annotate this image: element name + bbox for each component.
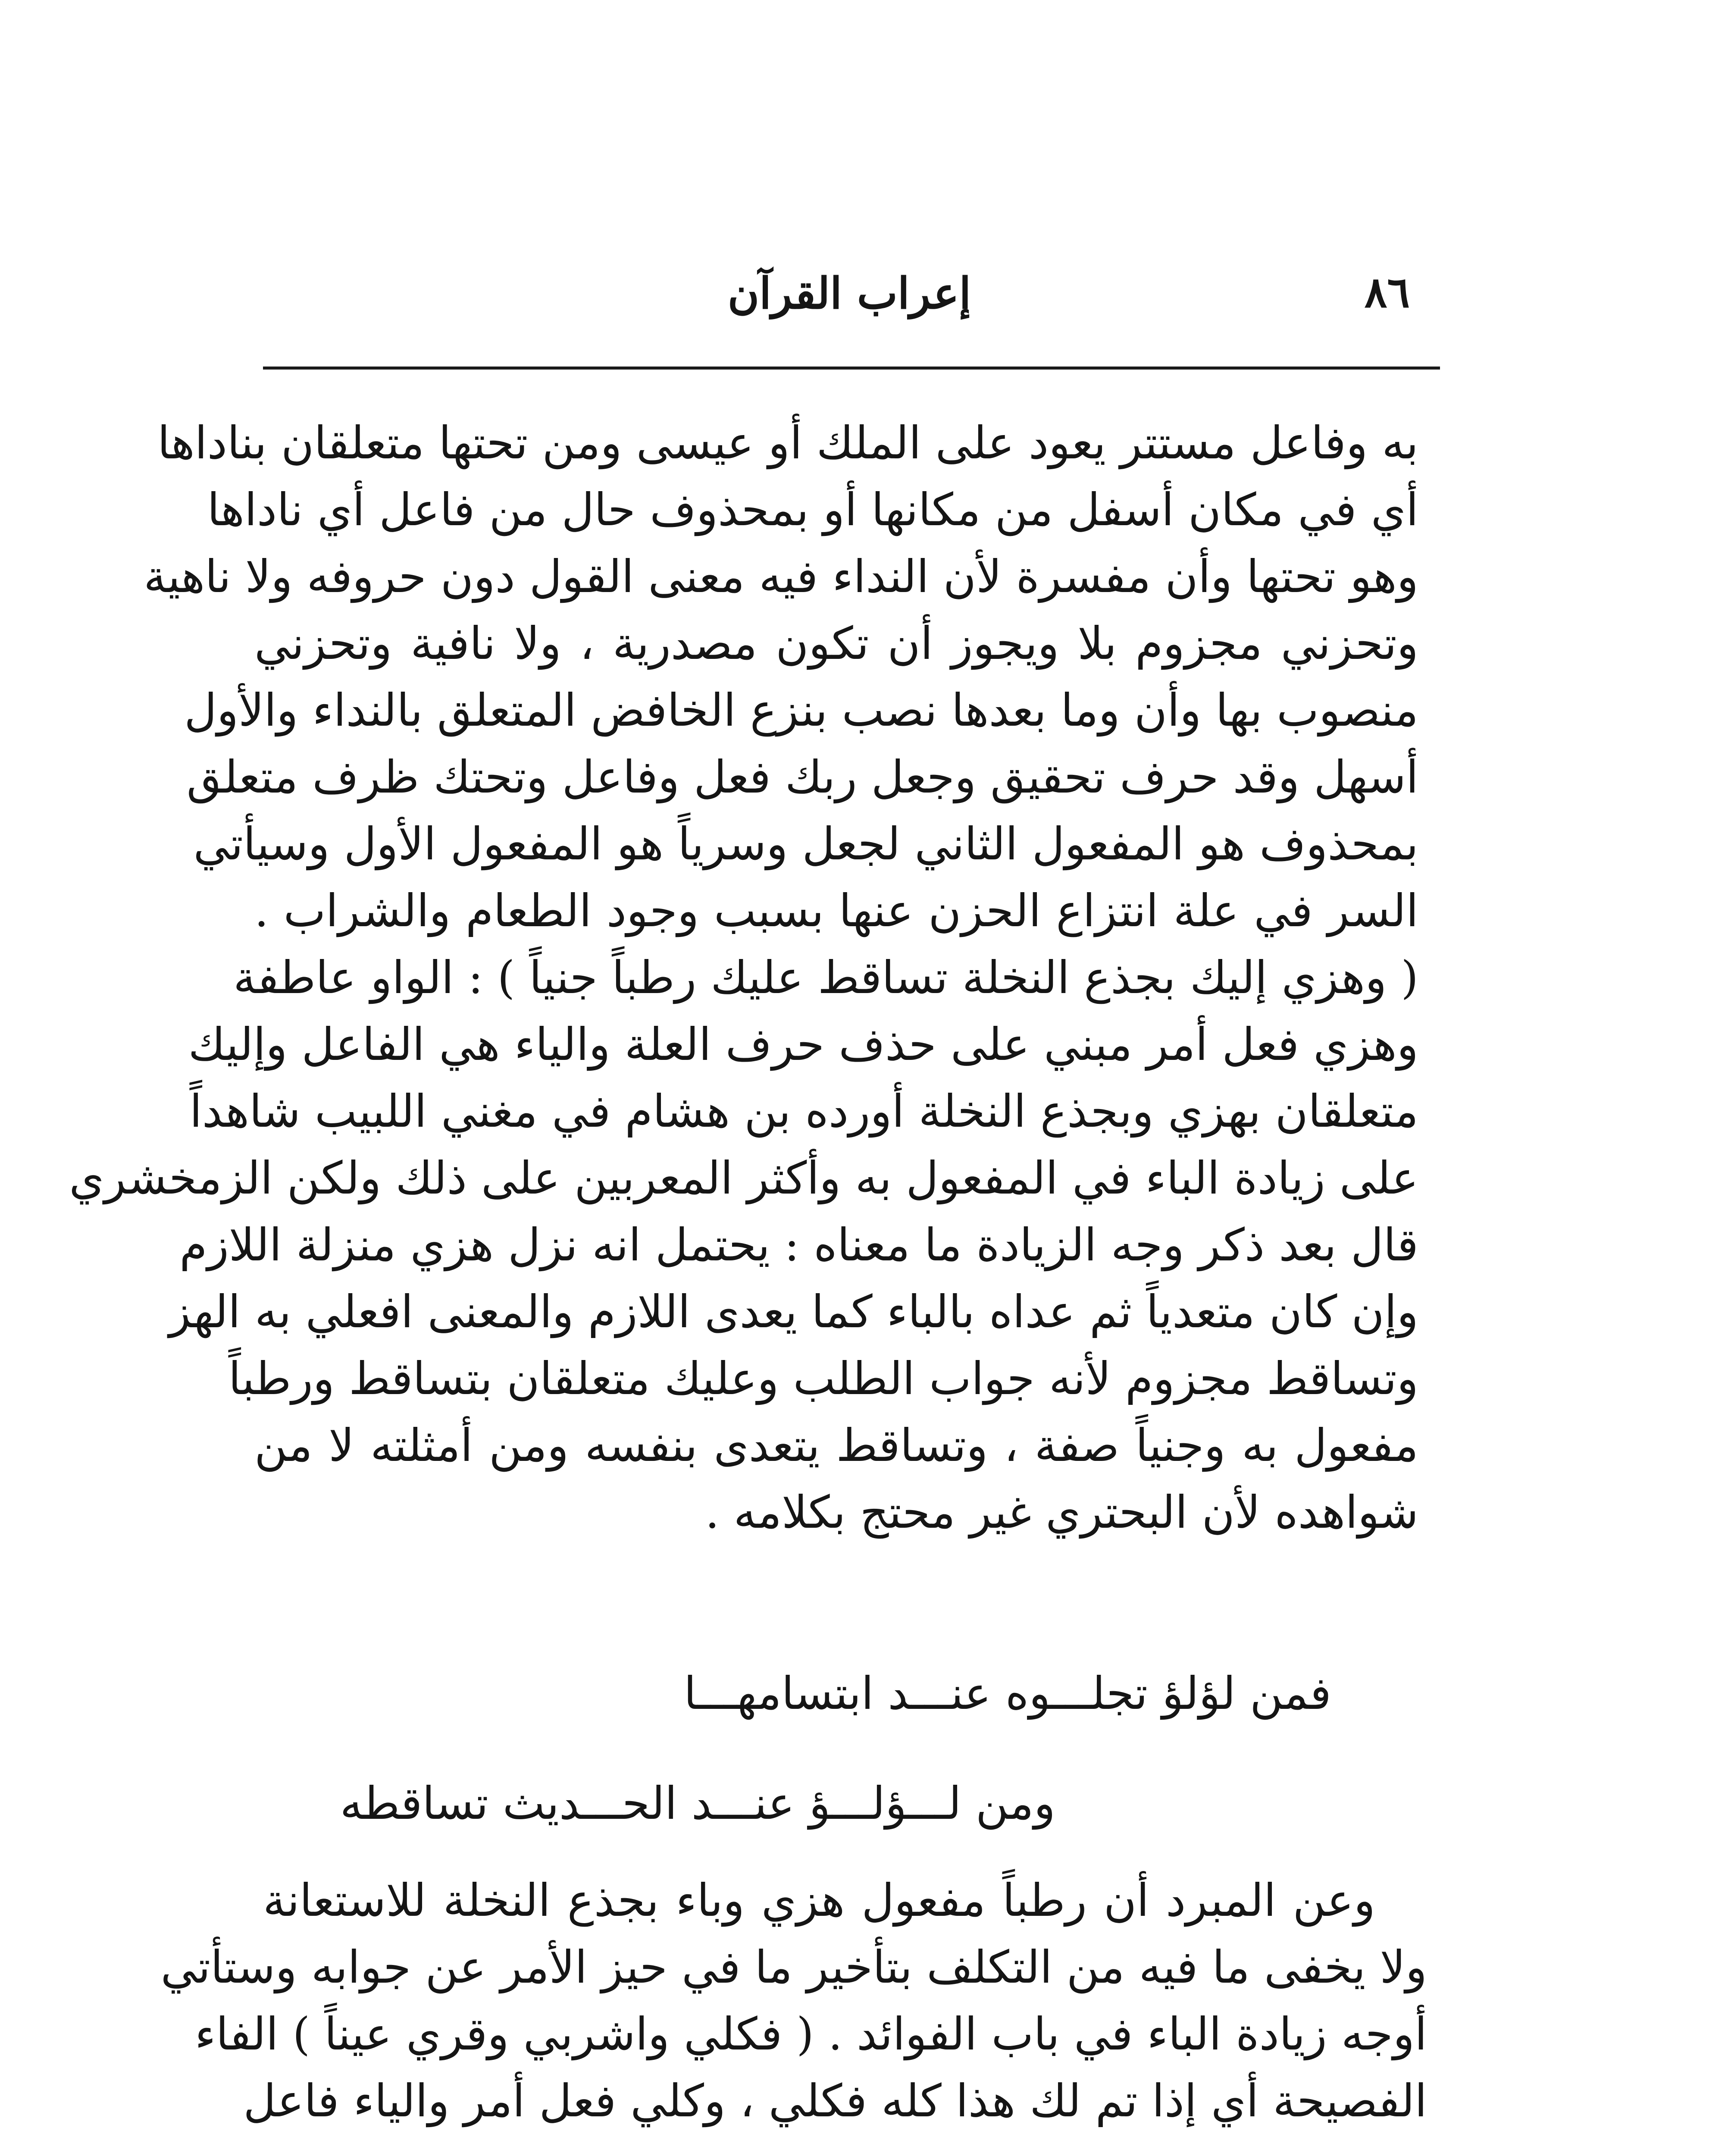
text-line: على زيادة الباء في المفعول به وأكثر المعربين على ذلك ولكن الزمخشري bbox=[69, 1152, 1418, 1204]
text-line: أوجه زيادة الباء في باب الفوائد . ( فكلي واشربي وقري عيناً ) الفاء bbox=[194, 2008, 1427, 2060]
text-line: وإن كان متعدياً ثم عداه بالباء كما يعدى اللازم والمعنى افعلي به الهز bbox=[169, 1285, 1418, 1338]
text-line: شواهده لأن البحتري غير محتج بكلامه . bbox=[705, 1486, 1418, 1539]
text-line: وهزي فعل أمر مبني على حذف حرف العلة والياء هي الفاعل وإليك bbox=[188, 1018, 1418, 1071]
text-line: أسهل وقد حرف تحقيق وجعل ربك فعل وفاعل وتحتك ظرف متعلق bbox=[186, 751, 1418, 803]
text-line: منصوب بها وأن وما بعدها نصب بنزع الخافض المتعلق بالنداء والأول bbox=[184, 684, 1418, 736]
text-line: أي في مكان أسفل من مكانها أو بمحذوف حال من فاعل أي ناداها bbox=[207, 483, 1418, 536]
text-line: السر في علة انتزاع الحزن عنها بسبب وجود الطعام والشراب . bbox=[254, 884, 1418, 937]
text-line: قال بعد ذكر وجه الزيادة ما معناه : يحتمل انه نزل هزي منزلة اللازم bbox=[179, 1219, 1418, 1271]
paragraph-second bbox=[160, 1867, 1427, 2134]
text-line: مفعول به وجنياً صفة ، وتساقط يتعدى بنفسه ومن أمثلته لا من bbox=[254, 1419, 1419, 1472]
text-line: به وفاعل مستتر يعود على الملك أو عيسى ومن تحتها متعلقان بناداها bbox=[157, 417, 1418, 469]
text-line: وتساقط مجزوم لأنه جواب الطلب وعليك متعلقان بتساقط ورطباً bbox=[228, 1352, 1418, 1405]
text-line: الفصيحة أي إذا تم لك هذا كله فكلي ، وكلي فعل أمر والياء فاعل bbox=[243, 2075, 1427, 2127]
verse-hemistich-2: ومن لـــؤلـــؤ عنـــد الحـــديث تساقطه bbox=[340, 1777, 1055, 1830]
header-rule bbox=[263, 367, 1440, 370]
text-line: وهو تحتها وأن مفسرة لأن النداء فيه معنى القول دون حروفه ولا ناهية bbox=[144, 550, 1418, 603]
text-line: ( وهزي إليك بجذع النخلة تساقط عليك رطباً جنياً ) : الواو عاطفة bbox=[233, 951, 1418, 1004]
text-line: ولا يخفى ما فيه من التكلف بتأخير ما في حيز الأمر عن جوابه وستأتي bbox=[160, 1941, 1427, 1993]
text-line: وعن المبرد أن رطباً مفعول هزي وباء بجذع النخلة للاستعانة bbox=[263, 1874, 1375, 1927]
running-title: إعراب القرآن bbox=[727, 268, 971, 319]
text-line: وتحزني مجزوم بلا ويجوز أن تكون مصدرية ، ولا نافية وتحزني bbox=[254, 617, 1418, 670]
page-number: ٨٦ bbox=[1364, 268, 1410, 317]
page-header bbox=[263, 263, 1436, 328]
paragraph-main bbox=[69, 410, 1419, 1546]
text-line: بمحذوف هو المفعول الثاني لجعل وسرياً هو المفعول الأول وسيأتي bbox=[193, 818, 1418, 870]
text-line: متعلقان بهزي وبجذع النخلة أورده بن هشام في مغني اللبيب شاهداً bbox=[189, 1085, 1418, 1138]
verse-hemistich-1: فمن لؤلؤ تجلـــوه عنـــد ابتسامهـــا bbox=[683, 1667, 1331, 1720]
